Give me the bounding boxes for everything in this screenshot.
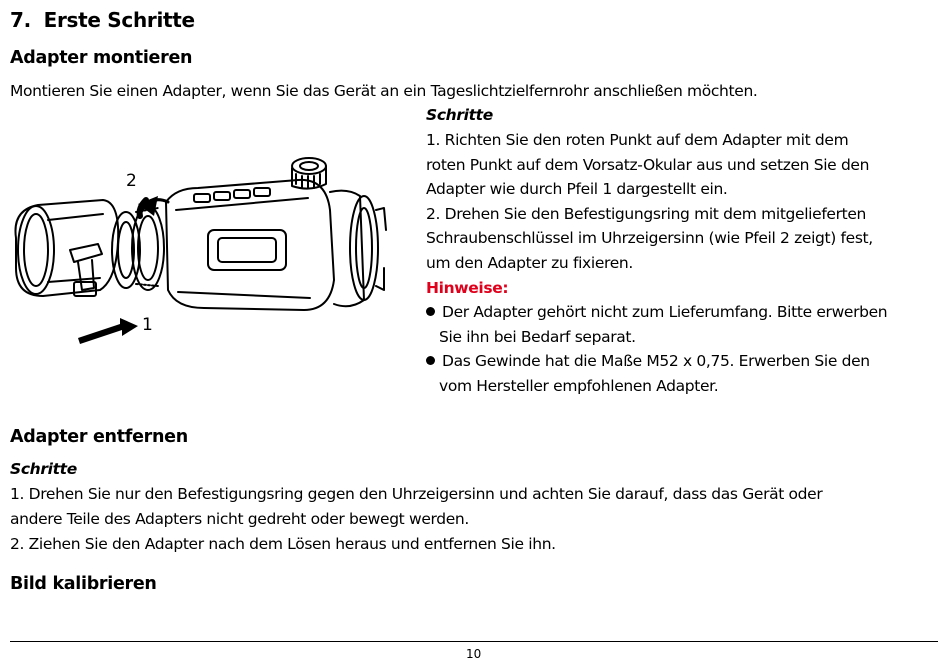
mount-step2-line3: um den Adapter zu fixieren.: [426, 254, 633, 272]
note1-line1: Der Adapter gehört nicht zum Lieferumfang. Bitte erwerben: [442, 303, 888, 321]
footer-rule: [10, 641, 938, 642]
arrow-1-label: 1: [142, 315, 153, 335]
eyepiece: [330, 191, 364, 307]
note2-line1: Das Gewinde hat die Maße M52 x 0,75. Erwerben Sie den: [442, 352, 870, 370]
adapter-clamp: [70, 244, 102, 262]
bullet-icon: [426, 307, 435, 316]
note1-line2: Sie ihn bei Bedarf separat.: [439, 328, 636, 346]
remove-steps-label: Schritte: [10, 460, 77, 478]
mount-step1-line1: 1. Richten Sie den roten Punkt auf dem Adapter mit dem: [426, 131, 849, 149]
mount-step2-line2: Schraubenschlüssel im Uhrzeigersinn (wie Pfeil 2 zeigt) fest,: [426, 229, 873, 247]
device-body: [166, 180, 334, 310]
remove-step1-line1: 1. Drehen Sie nur den Befestigungsring gegen den Uhrzeigersinn und achten Sie darauf, dass das Gerät oder: [10, 485, 823, 503]
mount-intro: Montieren Sie einen Adapter, wenn Sie das Gerät an ein Tageslichtzielfernrohr anschließen möchten.: [10, 82, 758, 100]
remove-step2: 2. Ziehen Sie den Adapter nach dem Lösen heraus und entfernen Sie ihn.: [10, 535, 556, 553]
note-1: [426, 303, 887, 321]
remove-step1-line2: andere Teile des Adapters nicht gedreht oder bewegt werden.: [10, 510, 469, 528]
calibrate-heading: Bild kalibrieren: [10, 574, 157, 594]
mount-step2-line1: 2. Drehen Sie den Befestigungsring mit dem mitgelieferten: [426, 205, 867, 223]
mount-heading: Adapter montieren: [10, 48, 193, 68]
mount-step1-line3: Adapter wie durch Pfeil 1 dargestellt ein.: [426, 180, 728, 198]
bullet-icon: [426, 356, 435, 365]
insert-arrow-icon: [78, 318, 138, 344]
mount-step1-line2: roten Punkt auf dem Vorsatz-Okular aus und setzen Sie den: [426, 156, 870, 174]
page-number: 10: [466, 647, 482, 661]
adapter-mount-illustration: [8, 150, 393, 350]
section-title: [10, 8, 195, 32]
note-2: [426, 352, 870, 370]
arrow-2-label: 2: [126, 171, 137, 191]
section-title-text: Erste Schritte: [43, 8, 195, 32]
mounting-ring: [132, 206, 164, 290]
side-panel: [208, 230, 286, 270]
section-number: 7.: [10, 8, 31, 32]
note2-line2: vom Hersteller empfohlenen Adapter.: [439, 377, 719, 395]
mount-steps-label: Schritte: [426, 106, 493, 124]
remove-heading: Adapter entfernen: [10, 427, 188, 447]
notes-label: Hinweise:: [426, 279, 509, 297]
